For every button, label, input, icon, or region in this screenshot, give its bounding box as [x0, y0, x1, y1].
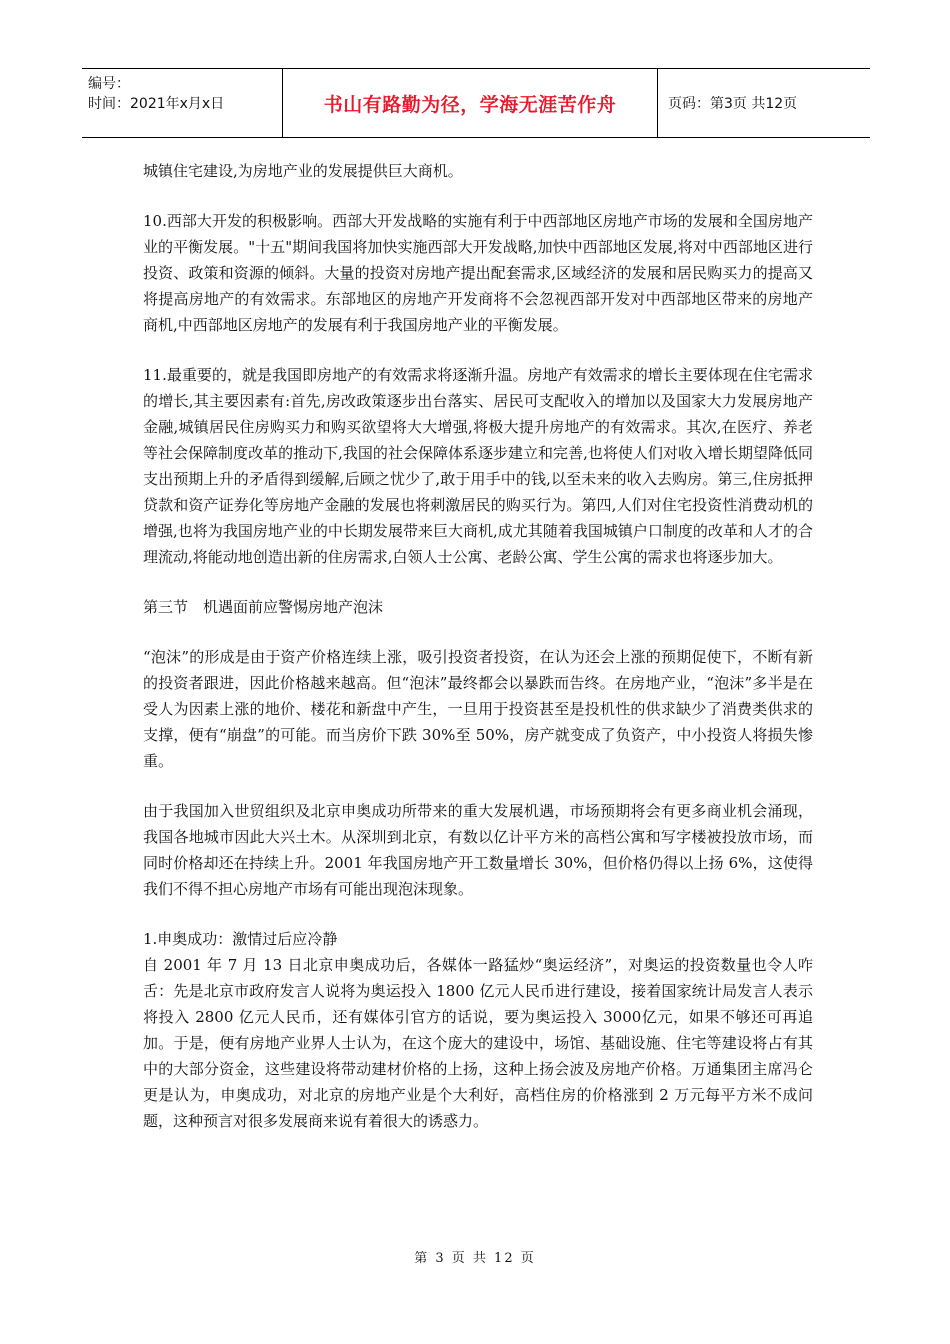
subsection-heading: 1.申奥成功：激情过后应冷静 — [143, 930, 338, 948]
body-paragraph: 城镇住宅建设,为房地产业的发展提供巨大商机。 — [143, 162, 463, 180]
document-number-label: 编号： — [88, 76, 130, 92]
page-footer: 第 3 页 共 12 页 — [414, 1251, 536, 1266]
document-time-label: 时间：2021年x月x日 — [88, 96, 225, 112]
header-meta — [82, 69, 283, 137]
header-page-info-cell — [658, 69, 870, 137]
body-paragraph: 11.最重要的，就是我国即房地产的有效需求将逐渐升温。房地产有效需求的增长主要体现在住宅需求的增长,其主要因素有:首先,房改政策逐步出台落实、居民可支配收入的增加以及国家大力发展房地产金融,城镇居民住房购买力和购买欲望将大大增强,将极大提升房地产的有效需求。其次,在医疗、养老等社会保障制度改革的推动下,我国的社会保障体系逐步建立和完善,也将使人们对收入增长期望降低同支出预期上升的矛盾得到缓解,后顾之忧少了,敢于用手中的钱,以至未来的收入去购房。第三,住房抵押贷款和资产证券化等房地产金融的发展也将刺激居民的购买行为。第四,人们对住宅投资性消费动机的增强,也将为我国房地产业的中长期发展带来巨大商机,成尤其随着我国城镇户口制度的改革和人才的合理流动,将能动地创造出新的住房需求,白领人士公寓、老龄公寓、学生公寓的需求也将逐步加大。 — [143, 366, 813, 566]
document-body — [143, 158, 813, 1158]
body-paragraph: “泡沫”的形成是由于资产价格连续上涨，吸引投资者投资，在认为还会上涨的预期促使下，不断有新的投资者跟进，因此价格越来越高。但“泡沫”最终都会以暴跌而告终。在房地产业，“泡沫”多半是在受人为因素上涨的地价、楼花和新盘中产生，一旦用于投资甚至是投机性的供求缺少了消费类供求的支撑，便有“崩盘”的可能。而当房价下跌 30%至 50%，房产就变成了负资产，中小投资人将损失惨重。 — [143, 648, 813, 770]
header-page-info: 页码：第3页 共12页 — [668, 96, 798, 112]
header-motto: 书山有路勤为径，学海无涯苦作舟 — [323, 93, 617, 116]
body-paragraph: 自 2001 年 7 月 13 日北京申奥成功后，各媒体一路猛炒“奥运经济”，对奥运的投资数量也令人咋舌：先是北京市政府发言人说将为奥运投入 1800 亿元人民币进行建设，接着国家统计局发言人表示将投入 2800 亿元人民币，还有媒体引官方的话说，要为奥运投入 3000亿元，如果不够还可再追加。于是，便有房地产业界人士认为，在这个庞大的建设中，场馆、基础设施、住宅等建设将占有其中的大部分资金，这些建设将带动建材价格的上扬，这种上扬会波及房地产价格。万通集团主席冯仑更是认为，申奥成功，对北京的房地产业是个大利好，高档住房的价格涨到 2 万元每平方米不成问题，这种预言对很多发展商来说有着很大的诱惑力。 — [143, 956, 813, 1130]
header-motto-cell — [283, 69, 658, 137]
body-paragraph: 10.西部大开发的积极影响。西部大开发战略的实施有利于中西部地区房地产市场的发展和全国房地产业的平衡发展。"十五"期间我国将加快实施西部大开发战略,加快中西部地区发展,将对中西部地区进行投资、政策和资源的倾斜。大量的投资对房地产提出配套需求,区域经济的发展和居民购买力的提高又将提高房地产的有效需求。东部地区的房地产开发商将不会忽视西部开发对中西部地区带来的房地产商机,中西部地区房地产的发展有利于我国房地产业的平衡发展。 — [143, 212, 813, 334]
page-header — [82, 68, 870, 138]
section-heading: 第三节 机遇面前应警惕房地产泡沫 — [143, 598, 384, 616]
body-paragraph: 由于我国加入世贸组织及北京申奥成功所带来的重大发展机遇，市场预期将会有更多商业机会涌现，我国各地城市因此大兴土木。从深圳到北京，有数以亿计平方米的高档公寓和写字楼被投放市场，而同时价格却还在持续上升。2001 年我国房地产开工数量增长 30%，但价格仍得以上扬 6%，这使得我们不得不担心房地产市场有可能出现泡沫现象。 — [143, 802, 813, 898]
